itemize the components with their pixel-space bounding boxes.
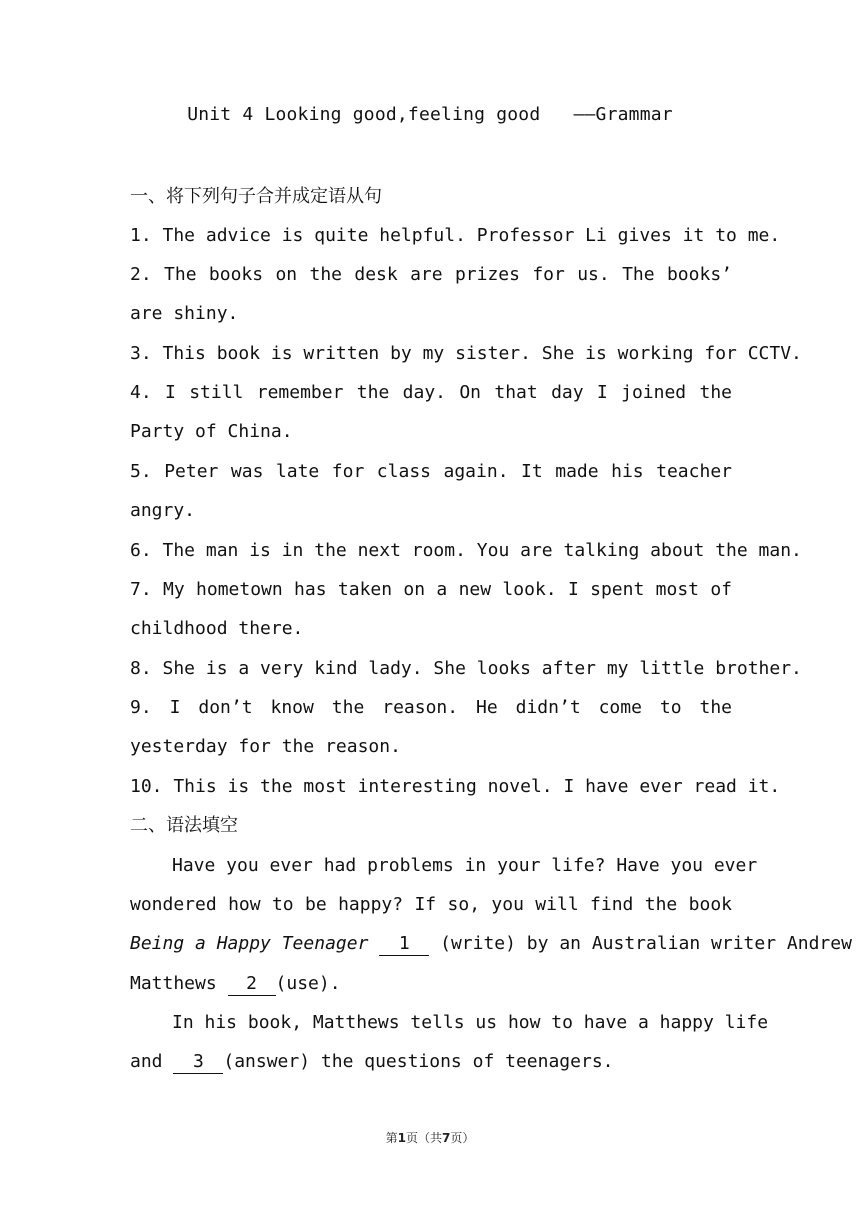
page-footer xyxy=(0,1129,860,1146)
passage-line-6 xyxy=(130,1048,732,1076)
item-1-text: 1. The advice is quite helpful. Professor Li gives it to me. xyxy=(130,225,781,246)
passage-line-4 xyxy=(130,970,732,998)
section2-heading: 二、语法填空 xyxy=(130,815,238,836)
passage-line-1: Have you ever had problems in your life? Have you ever xyxy=(172,855,758,876)
blank-3[interactable]: 3 xyxy=(173,1051,223,1074)
item-5: 5. Peter was late for class again. It made his teacher angry. xyxy=(130,461,732,521)
section1-heading: 一、将下列句子合并成定语从句 xyxy=(130,186,382,207)
passage-line-3 xyxy=(130,930,852,958)
passage-line-6-tail: (answer) the questions of teenagers. xyxy=(223,1051,614,1072)
item-2: 2. The books on the desk are prizes for us. The books’ are shiny. xyxy=(130,264,732,324)
item-6 xyxy=(130,537,802,565)
item-10-text: 10. This is the most interesting novel. I have ever read it. xyxy=(130,776,781,797)
passage-line-4-text: Matthews xyxy=(130,973,217,994)
footer-prefix: 第 xyxy=(385,1131,398,1145)
document-title: Unit 4 Looking good,feeling good ——Grammar xyxy=(187,104,673,125)
item-8-text: 8. She is a very kind lady. She looks after my little brother. xyxy=(130,658,802,679)
item-4: 4. I still remember the day. On that day I joined the Party of China. xyxy=(130,382,732,442)
item-8 xyxy=(130,655,802,683)
item-6-text: 6. The man is in the next room. You are talking about the man. xyxy=(130,540,802,561)
passage-line-3-text: (write) by an Australian writer Andrew xyxy=(440,933,852,954)
passage-line-2 xyxy=(130,891,732,919)
item-10 xyxy=(130,773,781,801)
item-3 xyxy=(130,340,802,368)
item-7: 7. My hometown has taken on a new look. I spent most of childhood there. xyxy=(130,579,732,639)
footer-mid: 页（共 xyxy=(405,1131,442,1145)
footer-suffix: 页） xyxy=(450,1131,475,1145)
footer-page-number: 1 xyxy=(397,1131,406,1145)
blank-2[interactable]: 2 xyxy=(228,973,276,996)
passage-line-2-text: wondered how to be happy? If so, you will find the book xyxy=(130,894,732,915)
book-title: Being a Happy Teenager xyxy=(130,933,369,954)
passage-line-5: In his book, Matthews tells us how to have a happy life xyxy=(172,1012,769,1033)
blank-1[interactable]: 1 xyxy=(379,933,429,956)
footer-total-pages: 7 xyxy=(442,1131,451,1145)
passage-line-4-tail: (use). xyxy=(275,973,341,994)
item-1 xyxy=(130,222,781,250)
passage-line-6-text: and xyxy=(130,1051,163,1072)
item-3-text: 3. This book is written by my sister. She is working for CCTV. xyxy=(130,343,802,364)
item-9: 9. I don’t know the reason. He didn’t come to the yesterday for the reason. xyxy=(130,697,732,757)
